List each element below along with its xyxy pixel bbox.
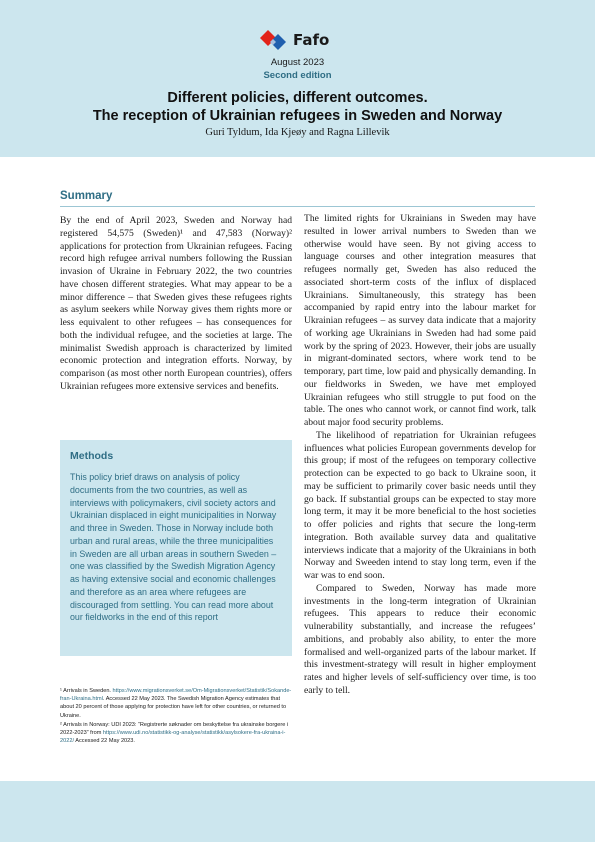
authors: Guri Tyldum, Ida Kjeøy and Ragna Lillevik (205, 127, 390, 138)
header-band (0, 0, 595, 157)
footnote-1 (60, 687, 292, 720)
summary-paragraph-4: Compared to Sweden, Norway has made more investments in the long-term integration of Ukrainian refugees. This appears to reduce their economic vulnerability substantially, and increase the refugees’ ambitions, and probably also ability, to enter the more formalised and well-organized parts of the labour market. If this investment-strategy will result in higher employment rates and higher levels of self-sufficiency over time, is too early to tell. (304, 582, 536, 696)
summary-divider (60, 206, 535, 207)
footnote-1-suffix: . Accessed 22 May 2023. The Swedish Migration Agency estimates that about 20 percent of those applying for protection have left for other countries, or returned to Ukraine. (60, 696, 287, 719)
footnote-2-prefix: ² Arrivals in Norway: UDI 2023: “Registrerte søknader om beskyttelse fra ukrainske borgere i 2022-2023” from (60, 721, 289, 737)
footnotes (60, 687, 292, 746)
summary-paragraph-3: The likelihood of repatriation for Ukrainian refugees influences what policies European governments develop for this group; if most of the refugees on temporary collective protection can be expected to go back to Ukraine soon, it may be sufficient to primarily cover basic needs until they go back. If substantial groups can be expected to stay more long term, it may it be more beneficial to the host societies to offer policies and rights that secure the long-term integration. Both available survey data and qualitative interviews indicate that a majority of the Ukrainians in both Norway and Sweeden intend to stay long term, even if the war was to end soon. (304, 429, 536, 581)
publication-date: August 2023 (270, 57, 325, 68)
summary-paragraph-1: By the end of April 2023, Sweden and Norway had registered 54,575 (Sweden)¹ and 47,583 (Norway)² applications for protection from Ukrainian refugees. Facing record high refugee arrival numbers following the Russian invasion of Ukraine in February 2022, the two countries have chosen different strategies. What may appear to be a minor difference – that Sweden gives these refugees rights as asylum seekers while Norway gives them rights more or less equivalent to other refugees – has consequences for both the individual refugee, and the societies at large. The minimalist Swedish approach is characterized by limited economic protection and integration efforts. Norway, by comparison (as most other north European countries), offers Ukrainian refugees more extensive services and benefits. (60, 215, 292, 392)
right-column (304, 213, 536, 698)
methods-title: Methods (70, 450, 114, 462)
title-line-2: The reception of Ukrainian refugees in Sweden and Norway (92, 108, 503, 124)
summary-paragraph-2: The limited rights for Ukrainians in Sweden may have resulted in lower arrival numbers to Sweden than we otherwise would have seen. By not giving access to language courses and other integration measures that refugees normally get, Sweden has also reduced the associated short-term costs of the influx of displaced Ukrainians. Simultaneously, this strategy has been accompanied by rapid entry into the labour market for Ukrainian refugees – as survey data indicate that a majority of working age Ukrainians in Sweden had had some paid work by the spring of 2023. However, their jobs are usually in migrant-dominated sectors, where work tend to be temporary, part time, low paid and physically demanding. In our fieldworks in Sweden, we have met employed Ukrainian refugees who still struggle to put food on the table. The ones who cannot work, or cannot find work, talk about major food security problems. (304, 213, 536, 428)
title-line-1: Different policies, different outcomes. (167, 90, 428, 106)
document-title (0, 89, 595, 125)
footnote-1-link[interactable]: https://www.migrationsverket.se/Om-Migrationsverket/Statistik/Sokande-fran-Ukraina.html (60, 688, 292, 703)
footer-band (0, 781, 595, 842)
fafo-logo-icon (258, 28, 290, 52)
methods-box (60, 440, 292, 656)
footnote-2-suffix: Accessed 22 May 2023. (74, 738, 135, 745)
footnote-2 (60, 721, 292, 746)
footnote-1-prefix: ¹ Arrivals in Sweden. (60, 688, 113, 694)
left-column (60, 215, 292, 394)
summary-heading: Summary (60, 190, 113, 202)
edition-label: Second edition (263, 70, 332, 81)
methods-text: This policy brief draws on analysis of policy documents from the two countries, as well as interviews with policymakers, civil society actors and Ukrainian displaced in eight municipalities in Norway and three in Sweden. Those in Norway include both urban and rural areas, while the three municipalities in Sweden are all urban areas in southern Sweden – one was classified by the Swedish Migration Agency as having extensive social and economic challenges and therefore as an area where refugees are discouraged from settling. You can read more about our fieldworks in the end of this report (70, 472, 277, 623)
fafo-logo (258, 27, 329, 53)
footnote-2-link[interactable]: https://www.udi.no/statistikk-og-analyse/statistikk/asylsokere-fra-ukraina-i-2022/ (60, 730, 286, 745)
logo-text: Fafo (293, 31, 330, 49)
